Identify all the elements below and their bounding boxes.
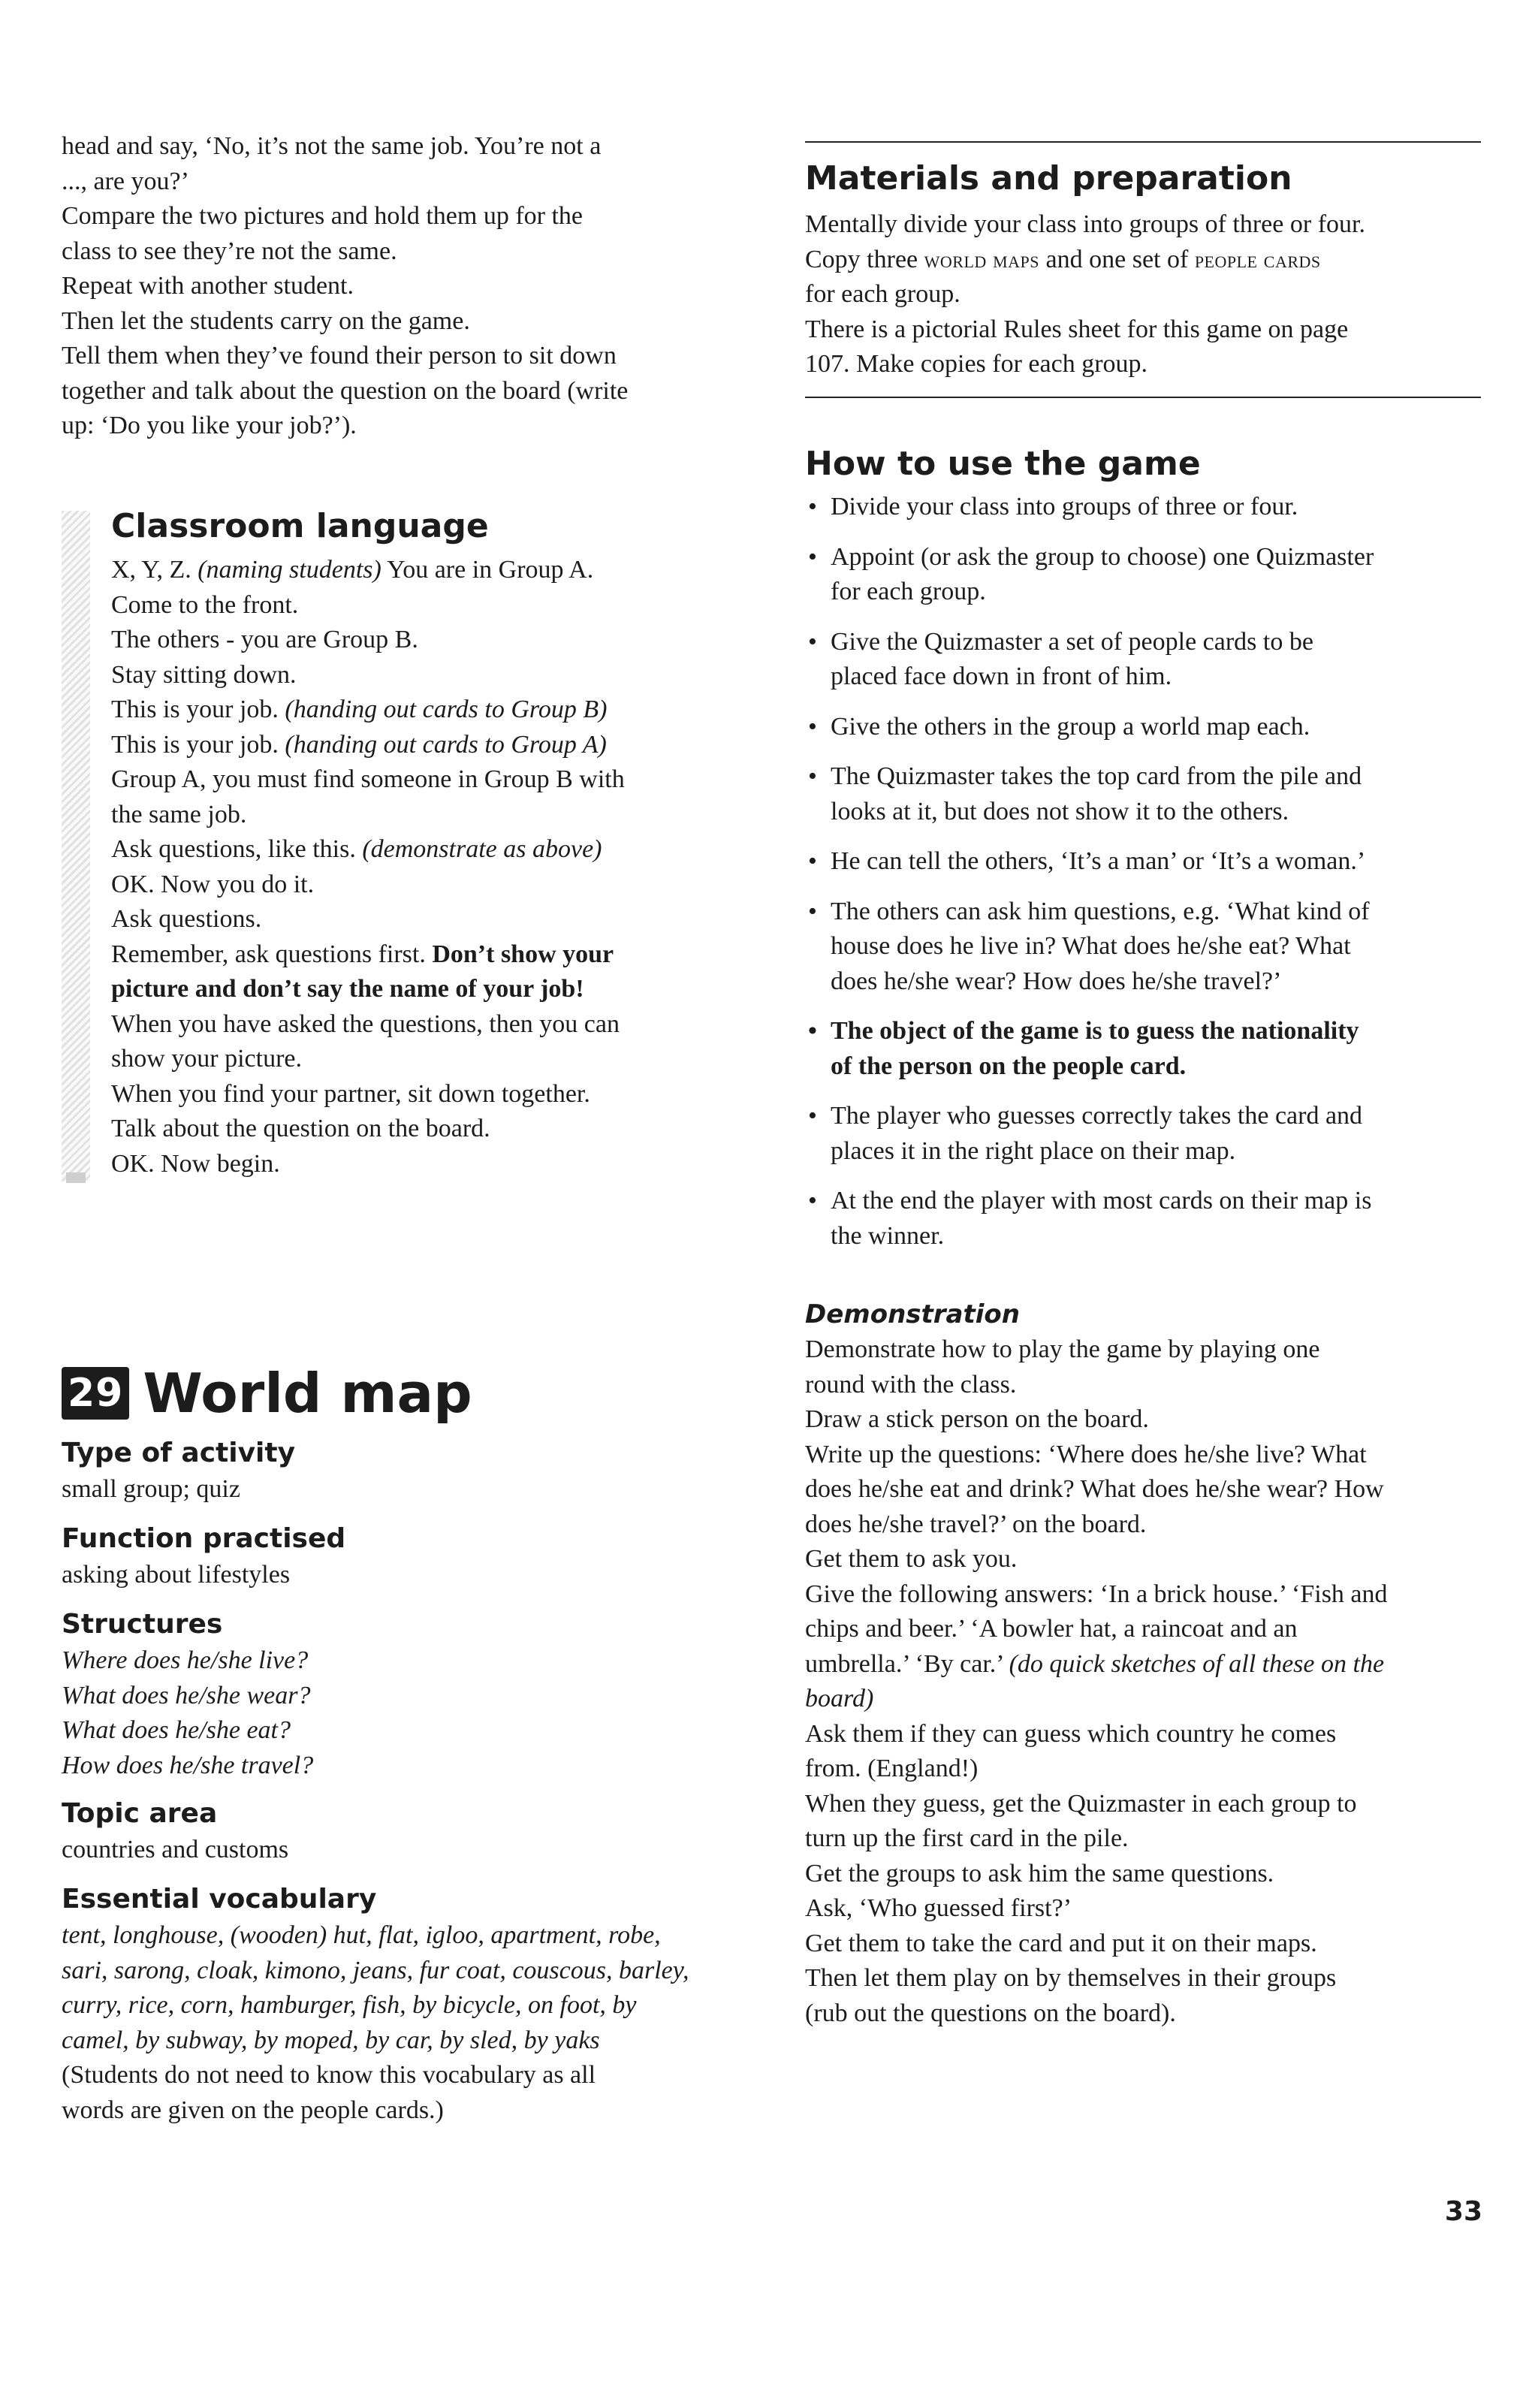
demonstration-line-text: round with the class. <box>805 1370 1017 1399</box>
classroom-language-line <box>111 1042 757 1077</box>
bullet-line: • The object of the game is to guess the nationality <box>831 1017 1359 1045</box>
classroom-language-line-text: (naming students) <box>198 556 381 584</box>
demonstration-line <box>805 1472 1481 1507</box>
intro-paragraph <box>62 129 737 444</box>
how-to-use-heading: How to use the game <box>805 445 1201 483</box>
function-practised-text: asking about lifestyles <box>62 1561 291 1589</box>
demonstration-line <box>805 1542 1481 1577</box>
demonstration-line-text: Ask them if they can guess which country he comes <box>805 1719 1337 1748</box>
how-to-use-bullet <box>805 895 1481 1000</box>
bullet-line: looks at it, but does not show it to the others. <box>831 797 1289 825</box>
classroom-language-line-text: OK. Now begin. <box>111 1149 280 1178</box>
bullet-line: • The others can ask him questions, e.g. ‘What kind of <box>831 897 1370 925</box>
bullet-line: • Give the others in the group a world map each. <box>831 712 1310 741</box>
classroom-language-line-text: Remember, ask questions first. <box>111 940 433 968</box>
structure-line: What does he/she wear? <box>62 1681 311 1709</box>
classroom-language-line-text: When you find your partner, sit down together. <box>111 1079 590 1108</box>
people-cards-term: people cards <box>1194 246 1321 273</box>
how-to-use-bullet <box>805 540 1481 610</box>
materials-line <box>805 243 1481 278</box>
function-practised <box>62 1520 737 1593</box>
demonstration-line-text: Get them to take the card and put it on their maps. <box>805 1929 1317 1957</box>
section-number-badge: 29 <box>62 1367 129 1420</box>
materials-text-part: and one set of <box>1039 245 1195 273</box>
classroom-language-line <box>111 1112 757 1147</box>
demonstration-line <box>805 1647 1481 1682</box>
structures-heading: Structures <box>62 1609 223 1640</box>
classroom-language-line-text: Ask questions. <box>111 905 262 933</box>
demonstration-line-text: Get the groups to ask him the same questions. <box>805 1859 1274 1887</box>
vocabulary-note-line: words are given on the people cards.) <box>62 2096 444 2124</box>
classroom-language-line <box>111 623 757 658</box>
how-to-use-bullet <box>805 1014 1481 1084</box>
intro-line: Tell them when they’ve found their person to sit down <box>62 342 617 370</box>
demonstration-line-text: turn up the first card in the pile. <box>805 1824 1129 1852</box>
classroom-language-line <box>111 693 757 728</box>
essential-vocabulary <box>62 1881 737 2128</box>
bullet-line: • He can tell the others, ‘It’s a man’ or ‘It’s a woman.’ <box>831 847 1366 875</box>
topic-area <box>62 1795 737 1868</box>
classroom-language-line-text: Talk about the question on the board. <box>111 1115 490 1142</box>
essential-vocabulary-heading: Essential vocabulary <box>62 1884 377 1915</box>
classroom-language-line-text: show your picture. <box>111 1045 303 1073</box>
bullet-line: the winner. <box>831 1221 945 1250</box>
top-rule <box>805 141 1481 143</box>
type-of-activity-text: small group; quiz <box>62 1475 240 1503</box>
classroom-language-line-text: the same job. <box>111 800 247 828</box>
demonstration-line-text: board) <box>805 1685 874 1712</box>
classroom-language-line <box>111 902 757 937</box>
classroom-language-heading: Classroom language <box>111 507 489 545</box>
demonstration-line <box>805 1612 1481 1647</box>
demonstration-line <box>805 1577 1481 1613</box>
demonstration <box>805 1296 1481 2031</box>
how-to-use-bullet <box>805 1184 1481 1254</box>
how-to-use-bullet <box>805 1099 1481 1169</box>
bullet-line: • Give the Quizmaster a set of people cards to be <box>831 627 1313 656</box>
demonstration-line <box>805 1368 1481 1403</box>
classroom-language-line <box>111 1007 757 1043</box>
demonstration-lines <box>805 1332 1481 2031</box>
classroom-language-line <box>111 728 757 763</box>
classroom-language-line <box>111 798 757 833</box>
section-title <box>62 1352 472 1435</box>
bullet-line: house does he live in? What does he/she eat? What <box>831 932 1351 960</box>
demonstration-line-text: chips and beer.’ ‘A bowler hat, a raincoat and an <box>805 1615 1298 1643</box>
demonstration-line-text: Write up the questions: ‘Where does he/she live? What <box>805 1440 1367 1468</box>
classroom-language-line <box>111 1147 757 1182</box>
classroom-language-line-text: This is your job. <box>111 730 285 759</box>
bullet-line: • Appoint (or ask the group to choose) one Quizmaster <box>831 542 1374 571</box>
how-to-use-bullet <box>805 759 1481 829</box>
section-title-text: World map <box>143 1362 472 1425</box>
intro-line: Repeat with another student. <box>62 272 354 300</box>
classroom-language-line <box>111 972 757 1007</box>
how-to-use-bullet <box>805 710 1481 745</box>
demonstration-line <box>805 1438 1481 1473</box>
bullet-line: places it in the right place on their map. <box>831 1136 1236 1165</box>
demonstration-line-text: Draw a stick person on the board. <box>805 1405 1149 1433</box>
classroom-language-line-text: Don’t show your <box>432 940 614 968</box>
demonstration-line <box>805 1332 1481 1368</box>
bullet-line: • At the end the player with most cards on their map is <box>831 1187 1372 1215</box>
classroom-language-line-text: Ask questions, like this. <box>111 835 363 863</box>
decorative-stripe <box>62 511 90 1181</box>
demonstration-line <box>805 1821 1481 1857</box>
classroom-language-line-text: (demonstrate as above) <box>362 835 602 863</box>
demonstration-line-text: does he/she travel?’ on the board. <box>805 1510 1147 1538</box>
demonstration-line <box>805 1961 1481 1996</box>
classroom-language-line-text: picture and don’t say the name of your job! <box>111 975 584 1003</box>
demonstration-line <box>805 1927 1481 1962</box>
topic-area-heading: Topic area <box>62 1798 218 1829</box>
middle-rule <box>805 397 1481 398</box>
intro-line: Then let the students carry on the game. <box>62 306 470 335</box>
materials-line: for each group. <box>805 280 960 308</box>
classroom-language-line <box>111 868 757 903</box>
classroom-language-line <box>111 762 757 798</box>
demonstration-line <box>805 1891 1481 1927</box>
intro-line: ..., are you?’ <box>62 167 189 195</box>
intro-line: head and say, ‘No, it’s not the same job. You’re not a <box>62 132 602 160</box>
classroom-language-line-text: This is your job. <box>111 696 285 723</box>
type-of-activity <box>62 1435 737 1507</box>
classroom-language-line-text: Stay sitting down. <box>111 660 297 689</box>
bullet-line: • The Quizmaster takes the top card from the pile and <box>831 762 1362 790</box>
topic-area-text: countries and customs <box>62 1836 289 1863</box>
bullet-line: • Divide your class into groups of three or four. <box>831 493 1298 521</box>
demonstration-line-text: Give the following answers: ‘In a brick house.’ ‘Fish and <box>805 1580 1388 1608</box>
materials-text-part: Copy three <box>805 245 924 273</box>
classroom-language-line <box>111 937 757 973</box>
vocabulary-line: curry, rice, corn, hamburger, fish, by bicycle, on foot, by <box>62 1991 637 2019</box>
bullet-line: does he/she wear? How does he/she travel?’ <box>831 967 1282 995</box>
function-practised-heading: Function practised <box>62 1523 346 1554</box>
demonstration-line <box>805 1752 1481 1787</box>
demonstration-line-text: When they guess, get the Quizmaster in each group to <box>805 1789 1357 1818</box>
world-maps-term: world maps <box>924 246 1040 273</box>
structures <box>62 1606 737 1783</box>
classroom-language-line <box>111 832 757 868</box>
materials-heading: Materials and preparation <box>805 159 1292 198</box>
classroom-language-line-text: When you have asked the questions, then you can <box>111 1009 620 1038</box>
demonstration-line-text: Ask, ‘Who guessed first?’ <box>805 1894 1072 1922</box>
demonstration-line <box>805 1402 1481 1438</box>
how-to-use-list <box>805 490 1481 1269</box>
demonstration-line-text: Demonstrate how to play the game by playing one <box>805 1335 1320 1363</box>
classroom-language-line-text: Group A, you must find someone in Group B with <box>111 765 625 793</box>
bullet-line: for each group. <box>831 578 986 605</box>
intro-line: up: ‘Do you like your job?’). <box>62 412 357 439</box>
structure-line: What does he/she eat? <box>62 1716 291 1744</box>
bullet-line: placed face down in front of him. <box>831 662 1172 690</box>
demonstration-line <box>805 1996 1481 2032</box>
demonstration-line <box>805 1787 1481 1822</box>
type-of-activity-heading: Type of activity <box>62 1438 296 1468</box>
structure-line: Where does he/she live? <box>62 1646 309 1674</box>
classroom-language-line <box>111 588 757 623</box>
how-to-use-bullet <box>805 625 1481 695</box>
classroom-language-line-text: (handing out cards to Group A) <box>285 730 607 759</box>
demonstration-line-text: Get them to ask you. <box>805 1545 1018 1573</box>
classroom-language-line-text: Come to the front. <box>111 590 299 619</box>
classroom-language-line <box>111 658 757 693</box>
classroom-language-lines <box>111 553 757 1181</box>
materials-line: Mentally divide your class into groups of three or four. <box>805 210 1365 238</box>
vocabulary-line: camel, by subway, by moped, by car, by sled, by yaks <box>62 2026 600 2054</box>
demonstration-line <box>805 1857 1481 1892</box>
stripe-end-mark <box>66 1172 86 1183</box>
classroom-language-line <box>111 553 757 588</box>
structure-line: How does he/she travel? <box>62 1751 314 1779</box>
vocabulary-line: sari, sarong, cloak, kimono, jeans, fur coat, couscous, barley, <box>62 1956 689 1984</box>
vocabulary-note-line: (Students do not need to know this vocabulary as all <box>62 2061 596 2089</box>
how-to-use-bullet <box>805 844 1481 880</box>
intro-line: class to see they’re not the same. <box>62 237 397 265</box>
materials-line: There is a pictorial Rules sheet for this game on page <box>805 315 1349 343</box>
demonstration-line <box>805 1717 1481 1752</box>
classroom-language-line-text: OK. Now you do it. <box>111 870 315 898</box>
how-to-use-bullet <box>805 490 1481 525</box>
demonstration-line-text: (rub out the questions on the board). <box>805 1999 1176 2027</box>
demonstration-line-text: does he/she eat and drink? What does he/she wear? How <box>805 1475 1384 1503</box>
materials-line: 107. Make copies for each group. <box>805 350 1148 378</box>
classroom-language-line-text: (handing out cards to Group B) <box>285 696 608 723</box>
demonstration-line <box>805 1682 1481 1717</box>
bullet-line: • The player who guesses correctly takes the card and <box>831 1102 1363 1130</box>
classroom-language-line-text: X, Y, Z. <box>111 556 198 584</box>
classroom-language-line-text: You are in Group A. <box>381 556 594 584</box>
vocabulary-line: tent, longhouse, (wooden) hut, flat, igloo, apartment, robe, <box>62 1921 661 1949</box>
bullet-line: of the person on the people card. <box>831 1052 1187 1080</box>
demonstration-line-text: (do quick sketches of all these on the <box>1009 1649 1385 1678</box>
demonstration-line-text: Then let them play on by themselves in their groups <box>805 1964 1337 1992</box>
demonstration-line-text: umbrella.’ ‘By car.’ <box>805 1649 1009 1678</box>
demonstration-line-text: from. (England!) <box>805 1755 979 1782</box>
page-number: 33 <box>1444 2196 1482 2227</box>
intro-line: Compare the two pictures and hold them up for the <box>62 202 583 230</box>
classroom-language-line-text: The others - you are Group B. <box>111 626 418 653</box>
demonstration-heading: Demonstration <box>805 1299 1020 1329</box>
classroom-language-line <box>111 1077 757 1112</box>
intro-line: together and talk about the question on the board (write <box>62 376 629 405</box>
materials-text <box>805 207 1481 382</box>
demonstration-line <box>805 1507 1481 1543</box>
